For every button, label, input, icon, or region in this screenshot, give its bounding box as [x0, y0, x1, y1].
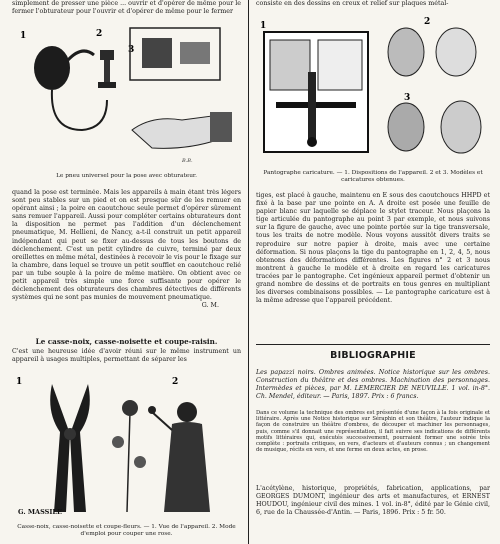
fig1-engraver: B.B.: [182, 158, 193, 164]
rubber-bulb-icon: [34, 46, 70, 90]
fig2-label-2: 2: [172, 377, 179, 387]
figure-pantograph: [256, 12, 490, 167]
bib-entry-2: L'acétylène, historique, propriétés, fabrication, applications, par GEORGES DUMONT, ingénieur des arts et manufactures, et ERNEST HOUDOU, ingénieur civil des mines. 1 vol. in-8°, édité par le Génie civil, 6, rue de la Chaussée-d'Antin. — Paris, 1896. Prix : 5 fr. 50.: [256, 485, 490, 517]
fig3-label-3: 3: [404, 93, 411, 103]
bib-entry-1-text: Dans ce volume la technique des ombres est présentée d'une façon à la fois originale et littéraire. Après une Notice historique sur Séraphin et son théâtre, l'auteur indique la façon de construire un théâtre d'ombres, de découper et machiner les personnages, puis, comme s'il donnait une représentation, il fait suivre ses indications de différents motifs littéraires qui, exécutés successivement, pourraient former une soirée très complète : portraits critiques, en vers, d'acteurs et d'auteurs connus ; un changement de musique, récits en vers, et une ferme en deux actes, en prose.: [256, 410, 490, 454]
fig1-caption: Le pneu universel pour la pose avec obturateur.: [56, 173, 197, 179]
pantograph-board-icon: [264, 32, 368, 152]
nutcracker-icon: [50, 384, 90, 512]
flower-stem-icon: [112, 400, 146, 512]
hand-icon: [132, 112, 232, 148]
fig1-label-1: 1: [20, 31, 27, 41]
fig1-label-3: 3: [128, 45, 135, 55]
camera-box-icon: [130, 28, 220, 80]
section-text: C'est une heureuse idée d'avoir réuni sur le même instrument un appareil à usages multiples, permettant de séparer les: [12, 348, 241, 364]
figure-pneumatic-release: [12, 20, 241, 170]
fig3-label-1: 1: [260, 21, 267, 31]
release-device-icon: [98, 50, 116, 88]
fig2-signature: G. MASSILE: [18, 508, 62, 516]
fig1-label-2: 2: [96, 29, 103, 39]
bibliography-heading: BIBLIOGRAPHIE: [330, 350, 416, 361]
left-top-text: simplement de presser une pièce ... ouvrir et d'opérer de même pour le fermer l'obturateur pour l'ouvrir et d'opérer de même pour le fermer: [12, 0, 241, 16]
section-title: Le casse-noix, casse-noisette et coupe-raisin.: [35, 337, 218, 346]
column-rule: [248, 0, 249, 544]
separator: [256, 344, 490, 345]
fig3-caption: Pantographe caricature. — 1. Dispositions de l'appareil. 2 et 3. Modèles et caricatures obtenues.: [263, 170, 483, 183]
right-paragraph-1: tiges, est placé à gauche, maintenu en E sous des caoutchoucs HHPD et fixé à la base par une pointe en A. A droite est posée une feuille de papier blanc sur laquelle se déplace le stylet traceur. Nous plaçons la tige articulée du pantographe au point 3 par exemple, et nous suivons sur la figure de gauche, avec une pointe portée sur la tige transversale, tous les traits de notre modèle. Nous voyons aussitôt divers traits se reproduire sur notre papier à droite, mais avec une certaine déformation. Si nous plaçons la tige du pantographe en 1, 2, 4, 5, nous obtenons des déformations différentes. Les figures n° 2 et 3 nous montrent à gauche le modèle et à droite en regard les caricatures tracées par le pantographe. Cet ingénieux appareil permet d'obtenir un grand nombre de dessins et de portraits en tous genres en multipliant les diverses combinaisons possibles. — Le pantographe caricature est à la même adresse que l'appareil précédent.: [256, 192, 490, 305]
fig3-label-2: 2: [424, 17, 431, 27]
left-para1-text: quand la pose est terminée. Mais les appareils à main étant très légers sont peu stables sur un pied et on est presque sûr de les remuer en opérant ainsi ; la poire en caoutchouc seule permet d'opérer sûrement sans remuer l'appareil. Aussi pour compléter certains obturateurs dont la disposition ne permet pas l'addition d'un déclenchement pneumatique, M. Hellieni, de Nancy, a-t-il construit un petit appareil indépendant qui peut se fixer au-dessus de tous les boutons de déclenchement. C'est un petit cylindre de cuivre, terminé par deux oreillettes en même métal, destinées à recevoir le vis pour le fixage sur la chambre, dans lequel se trouve un petit soufflet en caoutchouc relié par un tube souple à la poire de même matière. On obtient avec ce petit appareil très simple une force suffisante pour opérer le déclenchement des obturateurs des chambres détectives de différents systèmes qui ne sont pas munies de mouvement pneumatique.: [12, 189, 241, 302]
woman-figure-icon: [148, 402, 210, 512]
right-top-text: consiste en des dessins en creux et relief sur plaques métal-: [256, 0, 449, 7]
figure-nutcracker: [12, 372, 241, 520]
left-signature: G. M.: [201, 302, 219, 310]
caricature-faces-icon: [388, 28, 481, 153]
fig2-caption: Casse-noix, casse-noisette et coupe-fleurs. — 1. Vue de l'appareil. 2. Mode d'emploi pour couper une rose.: [17, 524, 236, 537]
left-paragraph-1: [12, 189, 241, 328]
bib-entry-1: Les papazzi noirs. Ombres animées. Notice historique sur les ombres. Construction du théâtre et des ombres. Machination des personnages. Intermèdes et pièces, par M. LEMERCIER DE NEUVILLE. 1 vol. in-8°. Ch. Mendel, éditeur. — Paris, 1897. Prix : 6 francs.: [256, 369, 490, 401]
fig2-label-1: 1: [16, 377, 23, 387]
